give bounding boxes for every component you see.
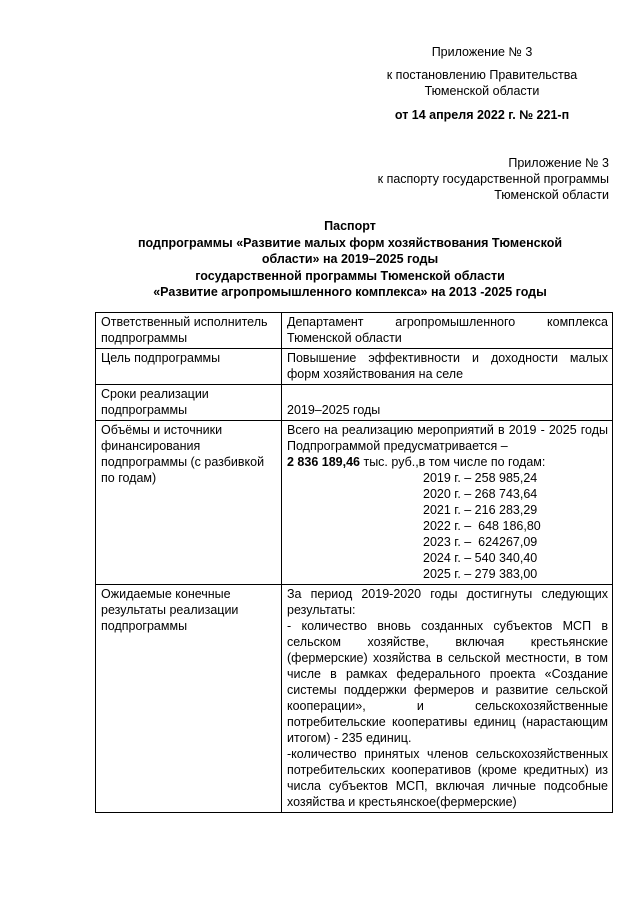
table-row-goal bbox=[96, 349, 613, 385]
table-row-funding bbox=[96, 421, 613, 585]
row-value: Департамент агропромышленного комплекса Тюменской области bbox=[282, 313, 613, 349]
row-label: Объёмы и источники финансирования подпрограммы (с разбивкой по годам) bbox=[96, 421, 282, 585]
funding-year: 2022 г. – 648 186,80 bbox=[423, 519, 541, 533]
funding-year: 2019 г. – 258 985,24 bbox=[423, 471, 538, 485]
row-label: Сроки реализации подпрограммы bbox=[96, 385, 282, 421]
results-paragraph-1: За период 2019-2020 годы достигнуты следующих результаты: bbox=[287, 587, 608, 617]
results-paragraph-2: - количество вновь созданных субъектов МСП в сельском хозяйстве, включая крестьянские (фермерские) хозяйства в сельской местности, в том числе в рамках федерального проекта «Создание системы поддержки фермеров и развитие сельской кооперации», и сельскохозяйственные потребительские кооперативы единиц (нарастающим итогом) - 235 единиц. bbox=[287, 619, 608, 745]
row-label: Ответственный исполнитель подпрограммы bbox=[96, 313, 282, 349]
row-label: Ожидаемые конечные результаты реализации подпрограммы bbox=[96, 585, 282, 813]
resolution-reference: к постановлению Правительства bbox=[386, 68, 578, 82]
title-line-5: «Развитие агропромышленного комплекса» на 2013 -2025 годы bbox=[153, 285, 547, 299]
funding-total: 2 836 189,46 bbox=[287, 455, 360, 469]
title-line-2: подпрограммы «Развитие малых форм хозяйствования Тюменской bbox=[137, 235, 563, 250]
resolution-appendix-header bbox=[362, 44, 602, 123]
funding-year: 2021 г. – 216 283,29 bbox=[423, 503, 538, 517]
title-line-1: Паспорт bbox=[324, 219, 376, 233]
title-line-3: области» на 2019–2025 годы bbox=[261, 252, 439, 266]
program-appendix-header bbox=[345, 155, 609, 203]
passport-table bbox=[95, 312, 613, 813]
program-region: Тюменской области bbox=[494, 188, 609, 202]
funding-year: 2025 г. – 279 383,00 bbox=[423, 567, 538, 581]
resolution-region: Тюменской области bbox=[424, 84, 540, 98]
results-paragraph-3: -количество принятых членов сельскохозяйственных потребительских кооперативов (кроме кредитных) из числа субъектов МСП, включая личные подсобные хозяйства и крестьянское(фермерские) bbox=[287, 747, 608, 809]
table-row-results bbox=[96, 585, 613, 813]
funding-intro: Всего на реализацию мероприятий в 2019 - 2025 годы Подпрограммой предусматривается – bbox=[287, 423, 608, 453]
funding-year: 2024 г. – 540 340,40 bbox=[423, 551, 538, 565]
funding-cell bbox=[282, 421, 613, 585]
table-row-responsible bbox=[96, 313, 613, 349]
funding-total-line bbox=[287, 454, 608, 470]
funding-total-suffix: тыс. руб.,в том числе по годам: bbox=[360, 455, 546, 469]
resolution-date-number: от 14 апреля 2022 г. № 221-п bbox=[394, 108, 570, 122]
row-value: Повышение эффективности и доходности малых форм хозяйствования на селе bbox=[282, 349, 613, 385]
program-passport-reference: к паспорту государственной программы bbox=[377, 172, 609, 186]
results-cell bbox=[282, 585, 613, 813]
program-appendix-number: Приложение № 3 bbox=[508, 156, 609, 170]
title-line-4: государственной программы Тюменской области bbox=[195, 268, 505, 283]
row-value: 2019–2025 годы bbox=[282, 385, 613, 421]
row-label: Цель подпрограммы bbox=[96, 349, 282, 385]
funding-year: 2023 г. – 624267,09 bbox=[423, 535, 538, 549]
appendix-number: Приложение № 3 bbox=[431, 45, 533, 59]
passport-title bbox=[90, 218, 610, 301]
funding-year: 2020 г. – 268 743,64 bbox=[423, 487, 538, 501]
table-row-period bbox=[96, 385, 613, 421]
